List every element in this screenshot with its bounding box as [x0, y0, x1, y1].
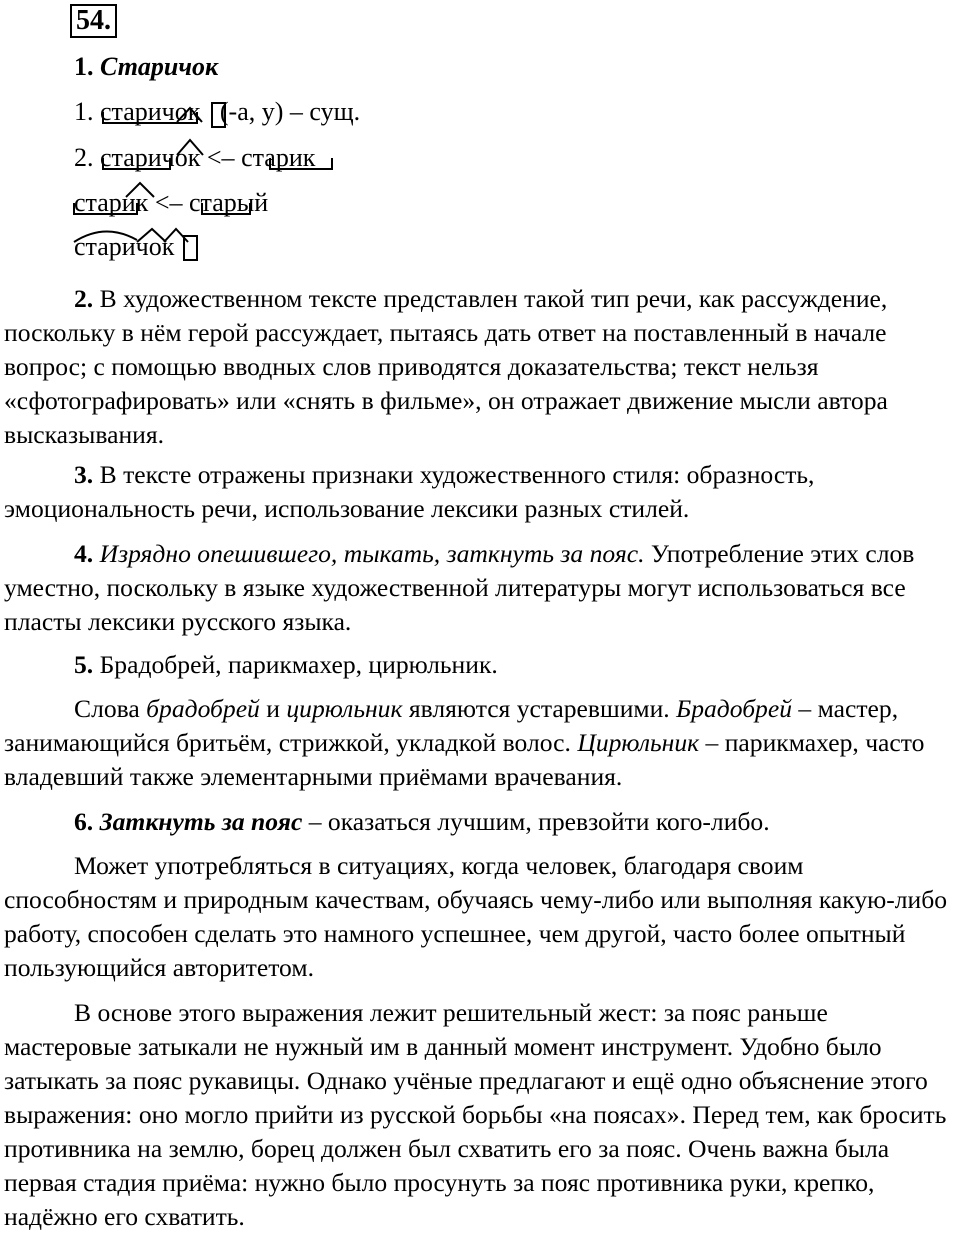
- section2-num: 2.: [74, 284, 94, 313]
- section5-term-bradobrey: брадобрей: [146, 694, 260, 723]
- root-mark-2b: [270, 158, 332, 169]
- section4-italic: Изрядно опешившего, тыкать, заткнуть за пояс.: [99, 539, 645, 568]
- morph-line-2-word: старичок: [100, 143, 201, 172]
- section6-usage-text: Может употребляться в ситуациях, когда человек, благодаря своим способностям и природным качествам, обучаясь чему-либо или выполняя какую-либо работу, способен сделать это намного успешнее, чем другой, часто более опытный пользующийся авторитетом.: [4, 851, 948, 982]
- section1-heading-num: 1.: [74, 52, 94, 81]
- section6-usage: [4, 849, 956, 985]
- ending-mark-1: [212, 103, 225, 127]
- section5-term-tsiryulnik: цирюльник: [286, 694, 403, 723]
- root-mark-3b: [202, 203, 250, 214]
- section5-text-a: Слова: [74, 694, 140, 723]
- section2-paragraph: [4, 282, 956, 452]
- section5-definition-tsiryulnik: – парикмахер, часто владевший также элементарными приёмами врачевания.: [4, 728, 925, 791]
- morpheme-marks: [0, 0, 960, 300]
- section5-term-tsiryulnik-2: Цирюльник: [577, 728, 700, 757]
- section2-text: В художественном тексте представлен такой тип речи, как рассуждение, поскольку в нём герой рассуждает, пытаясь дать ответ на поставленный в начале вопрос; с помощью вводных слов приводятся доказательства; текст нельзя «сфотографировать» или «снять в фильме», он отражает движение мысли автора высказывания.: [4, 284, 888, 449]
- morph-line-1-word: старичок: [100, 97, 201, 126]
- morph-line-2-source: старик: [241, 143, 316, 172]
- section5-text: Брадобрей, парикмахер, цирюльник.: [99, 650, 498, 679]
- root-mark-1: [103, 112, 197, 123]
- morph-line-2-arrow: <–: [206, 143, 235, 172]
- morph-line-1-prefix: 1.: [74, 97, 94, 126]
- section6-definition: – оказаться лучшим, превзойти кого-либо.: [308, 807, 770, 836]
- suffix-mark-2: [177, 140, 203, 155]
- section5-explanation: [4, 692, 956, 794]
- section3-text: В тексте отражены признаки художественного стиля: образность, эмоциональность речи, использование лексики разных стилей.: [4, 460, 815, 523]
- section4-text: Употребление этих слов уместно, поскольку в языке художественной литературы могут использоваться все пласты лексики русского языка.: [4, 539, 915, 636]
- section5-definition-bradobrey: – мастер, занимающийся бритьём, стрижкой, укладкой волос.: [4, 694, 899, 757]
- morph-line-3-source: старый: [188, 188, 269, 217]
- section6-origin: [4, 996, 956, 1234]
- section6-paragraph: [4, 805, 956, 839]
- stem-arc-4: [74, 231, 137, 242]
- section6-num: 6.: [74, 807, 94, 836]
- morph-line-3-arrow: <–: [154, 188, 183, 217]
- section5-text-e: являются устаревшими.: [408, 694, 670, 723]
- morph-line-1-rest: (-а, у) – сущ.: [219, 97, 361, 126]
- section6-origin-text: В основе этого выражения лежит решительный жест: за пояс раньше мастеровые затыкали не нужный им в данный момент инструмент. Удобно было затыкать за пояс рукавицы. Однако учёные предлагают и ещё одно объяснение этого выражения: оно могло прийти из русской борьбы «на поясах». Перед тем, как бросить противника на землю, борец должен был схватить его за пояс. Очень важна была первая стадия приёма: нужно было просунуть за пояс противника руки, крепко, надёжно его схватить.: [4, 998, 947, 1231]
- morph-line-4-word: старичок: [74, 232, 175, 261]
- task-number: 54.: [76, 5, 111, 36]
- suffix-mark-3: [126, 183, 154, 197]
- section1-heading-word: Старичок: [100, 52, 219, 81]
- section4-paragraph: [4, 537, 956, 639]
- section3-paragraph: [4, 458, 956, 526]
- section3-num: 3.: [74, 460, 94, 489]
- suffix-mark-4a: [137, 229, 166, 242]
- suffix-mark-1: [177, 108, 202, 122]
- section6-phrase: Заткнуть за пояс: [99, 807, 303, 836]
- morph-line-3-word: старик: [74, 188, 149, 217]
- section5-term-bradobrey-2: Брадобрей: [676, 694, 793, 723]
- morph-line-2-prefix: 2.: [74, 143, 94, 172]
- section4-num: 4.: [74, 539, 94, 568]
- section5-text-c: и: [266, 694, 280, 723]
- section5-paragraph: [4, 648, 956, 682]
- root-mark-2a: [103, 158, 170, 169]
- section5-num: 5.: [74, 650, 94, 679]
- root-mark-3a: [74, 203, 137, 214]
